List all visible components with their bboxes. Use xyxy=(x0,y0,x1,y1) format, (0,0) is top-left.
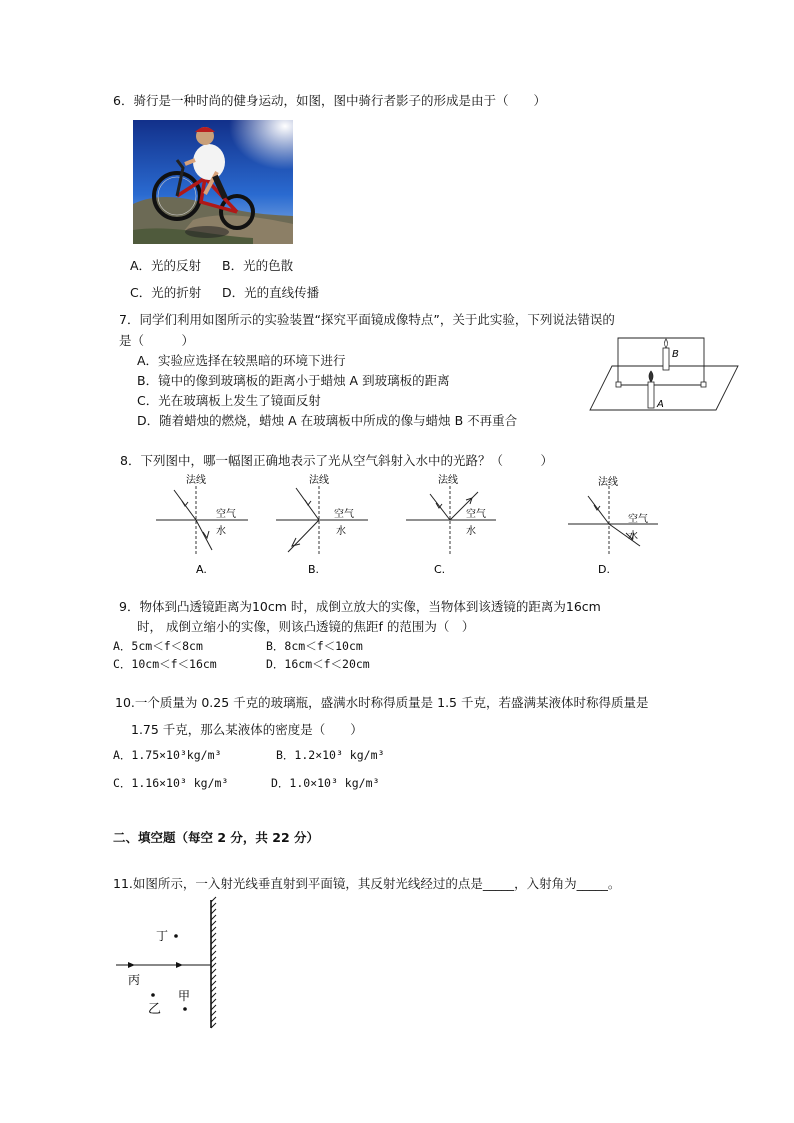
q7-stem-line2: 是（ ） xyxy=(119,333,195,348)
water-label: 水 xyxy=(336,526,346,537)
q11-mirror-diagram xyxy=(116,896,226,1032)
q6-option-b: B．光的色散 xyxy=(222,258,294,273)
q10-option-c: C．1.16×10³ kg/m³ xyxy=(113,776,229,790)
normal-label: 法线 xyxy=(598,477,618,488)
q7-option-d: D．随着蜡烛的燃烧，蜡烛 A 在玻璃板中所成的像与蜡烛 B 不再重合 xyxy=(137,413,518,428)
q9-stem-line2: 时， 成倒立缩小的实像，则该凸透镜的焦距f 的范围为（ ） xyxy=(137,619,475,634)
q8-diagram-a xyxy=(154,472,254,580)
q9-stem-line1: 9．物体到凸透镜距离为10cm 时，成倒立放大的实像，当物体到该透镜的距离为16cm xyxy=(119,599,601,614)
point-jia-label: 甲 xyxy=(178,989,191,1003)
q8-diagram-c xyxy=(404,472,504,580)
air-label: 空气 xyxy=(628,514,648,525)
q10-option-d: D．1.0×10³ kg/m³ xyxy=(271,776,380,790)
option-label-c: C. xyxy=(434,563,446,576)
q6-option-c: C．光的折射 xyxy=(130,285,202,300)
water-label: 水 xyxy=(216,526,226,537)
point-yi-label: 乙 xyxy=(148,1002,162,1017)
water-label: 水 xyxy=(466,526,476,537)
water-label: 水 xyxy=(628,531,638,542)
point-bing-label: 丙 xyxy=(128,973,141,987)
air-label: 空气 xyxy=(334,509,354,520)
q7-stem-line1: 7．同学们利用如图所示的实验装置“探究平面镜成像特点”，关于此实验，下列说法错误的 xyxy=(119,312,615,327)
q10-option-a: A．1.75×10³kg/m³ xyxy=(113,748,222,762)
q10-stem-line1: 10.一个质量为 0.25 千克的玻璃瓶，盛满水时称得质量是 1.5 千克，若盛满某液体时称得质量是 xyxy=(115,695,649,710)
q8-diagram-d xyxy=(566,472,666,580)
q8-diagram-b xyxy=(274,472,374,580)
air-label: 空气 xyxy=(466,509,486,520)
q9-option-b: B．8cm＜f＜10cm xyxy=(266,639,363,653)
air-label: 空气 xyxy=(216,509,236,520)
q8-stem: 8．下列图中，哪一幅图正确地表示了光从空气斜射入水中的光路？（ ） xyxy=(120,453,553,468)
q6-option-a: A．光的反射 xyxy=(130,258,202,273)
q7-option-a: A．实验应选择在较黑暗的环境下进行 xyxy=(137,353,346,368)
normal-label: 法线 xyxy=(438,475,458,486)
q9-option-c: C．10cm＜f＜16cm xyxy=(113,657,217,671)
q6-option-d: D．光的直线传播 xyxy=(222,285,320,300)
q10-option-b: B．1.2×10³ kg/m³ xyxy=(276,748,385,762)
point-ding-label: 丁 xyxy=(156,929,169,943)
option-label-a: A. xyxy=(196,563,207,576)
option-label-d: D. xyxy=(598,563,610,576)
q9-option-d: D．16cm＜f＜20cm xyxy=(266,657,370,671)
q6-stem: 6．骑行是一种时尚的健身运动，如图，图中骑行者影子的形成是由于（ ） xyxy=(113,93,546,108)
option-label-b: B. xyxy=(308,563,320,576)
candle-b-label: B xyxy=(672,349,679,360)
q11-stem: 11.如图所示，一入射光线垂直射到平面镜，其反射光线经过的点是_____，入射角为_____。 xyxy=(113,876,621,891)
q10-stem-line2: 1.75 千克，那么某液体的密度是（ ） xyxy=(131,722,363,737)
cyclist-photo xyxy=(133,120,293,244)
normal-label: 法线 xyxy=(309,475,329,486)
section-title: 二、填空题（每空 2 分，共 22 分） xyxy=(113,830,320,845)
normal-label: 法线 xyxy=(186,475,206,486)
candle-a-label: A xyxy=(657,399,664,410)
plane-mirror-apparatus xyxy=(590,334,740,414)
q7-option-c: C．光在玻璃板上发生了镜面反射 xyxy=(137,393,321,408)
q7-option-b: B．镜中的像到玻璃板的距离小于蜡烛 A 到玻璃板的距离 xyxy=(137,373,450,388)
q9-option-a: A．5cm＜f＜8cm xyxy=(113,639,203,653)
